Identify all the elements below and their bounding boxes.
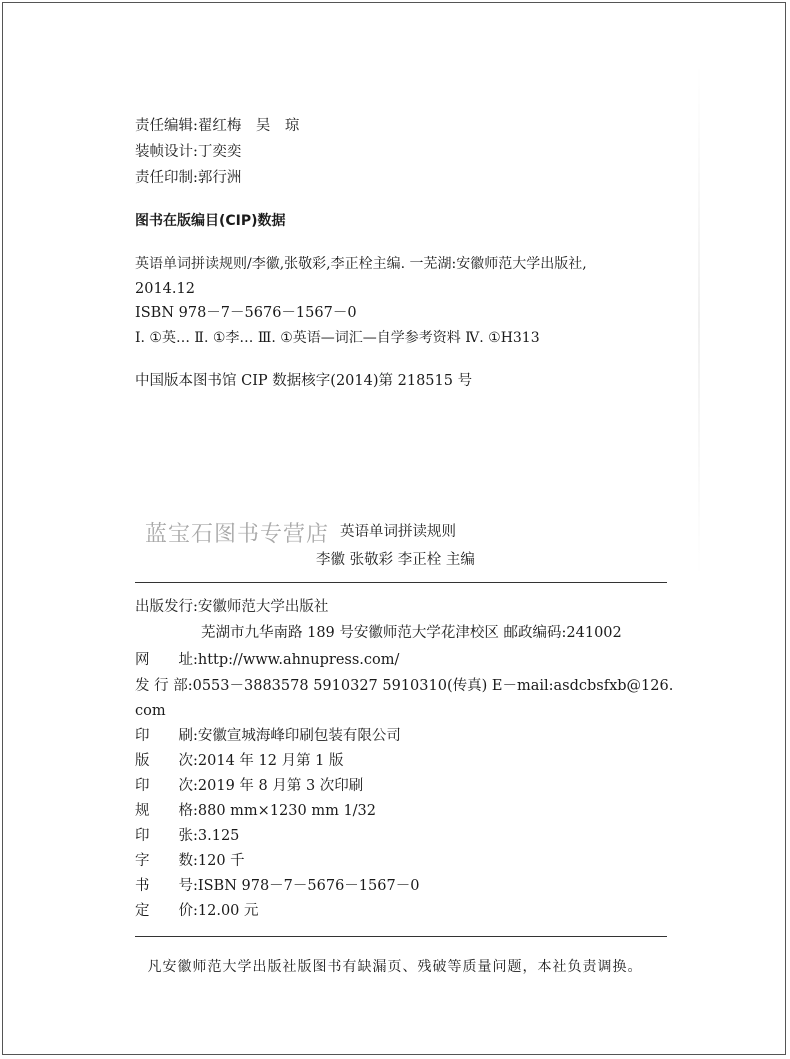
divider-top: [135, 582, 667, 583]
format-label: 规 格:: [135, 803, 198, 819]
website-label: 网 址:: [135, 652, 198, 668]
sheets-value: 3.125: [197, 828, 240, 844]
publisher: 出版发行:安徽师范大学出版社: [135, 599, 329, 615]
scan-shadow: [698, 60, 700, 580]
impression-value: 2019 年 8 月第 3 次印刷: [197, 778, 364, 794]
price-value: 12.00 元: [197, 903, 259, 919]
divider-bottom: [135, 936, 667, 937]
website-value: http://www.ahnupress.com/: [197, 652, 400, 668]
binding-design: 装帧设计:丁奕奕: [135, 144, 242, 160]
printer-row: [135, 729, 401, 744]
bookno-label: 书 号:: [135, 878, 198, 894]
store-watermark: 蓝宝石图书专营店: [145, 522, 330, 547]
words-value: 120 千: [197, 853, 245, 869]
website-row: [135, 653, 399, 668]
format-value: 880 mm×1230 mm 1/32: [197, 803, 377, 819]
edition-row: [135, 754, 344, 769]
impression-row: [135, 779, 363, 794]
sheets-label: 印 张:: [135, 828, 198, 844]
impression-label: 印 次:: [135, 778, 198, 794]
publisher-address: 芜湖市九华南路 189 号安徽师范大学花津校区 邮政编码:241002: [201, 625, 622, 641]
printer-label: 印 刷:: [135, 728, 198, 744]
cip-line-1: 英语单词拼读规则/李徽,张敬彩,李正栓主编. 一芜湖:安徽师范大学出版社,: [135, 256, 587, 272]
dept-value: 0553－3883578 5910327 5910310(传真) E－mail:asdcbsfxb@126.: [192, 678, 674, 694]
cip-verify: 中国版本图书馆 CIP 数据核字(2014)第 218515 号: [135, 373, 473, 389]
book-title: 英语单词拼读规则: [340, 524, 456, 540]
cip-heading: 图书在版编目(CIP)数据: [135, 213, 286, 229]
cip-line-2: 2014.12: [135, 281, 195, 297]
cip-classification: Ⅰ. ①英… Ⅱ. ①李… Ⅲ. ①英语—词汇—自学参考资料 Ⅳ. ①H313: [135, 330, 540, 346]
edition-label: 版 次:: [135, 753, 198, 769]
price-label: 定 价:: [135, 903, 198, 919]
words-row: [135, 854, 245, 869]
edition-value: 2014 年 12 月第 1 版: [197, 753, 344, 769]
dept-row-cont: com: [135, 703, 166, 719]
quality-notice: 凡安徽师范大学出版社版图书有缺漏页、残破等质量问题，本社负责调换。: [147, 959, 643, 975]
printer-value: 安徽宣城海峰印刷包装有限公司: [197, 728, 401, 744]
sheets-row: [135, 829, 239, 844]
dept-row: [135, 679, 673, 694]
dept-label: 发 行 部:: [135, 678, 193, 694]
format-row: [135, 804, 376, 819]
responsible-print: 责任印制:郭行洲: [135, 170, 242, 186]
bookno-row: [135, 879, 419, 894]
responsible-editor: 责任编辑:翟红梅 吴 琼: [135, 118, 300, 134]
words-label: 字 数:: [135, 853, 198, 869]
bookno-value: ISBN 978－7－5676－1567－0: [197, 878, 420, 894]
book-authors: 李徽 张敬彩 李正栓 主编: [316, 552, 475, 568]
price-row: [135, 904, 259, 919]
cip-isbn: ISBN 978－7－5676－1567－0: [135, 305, 357, 321]
